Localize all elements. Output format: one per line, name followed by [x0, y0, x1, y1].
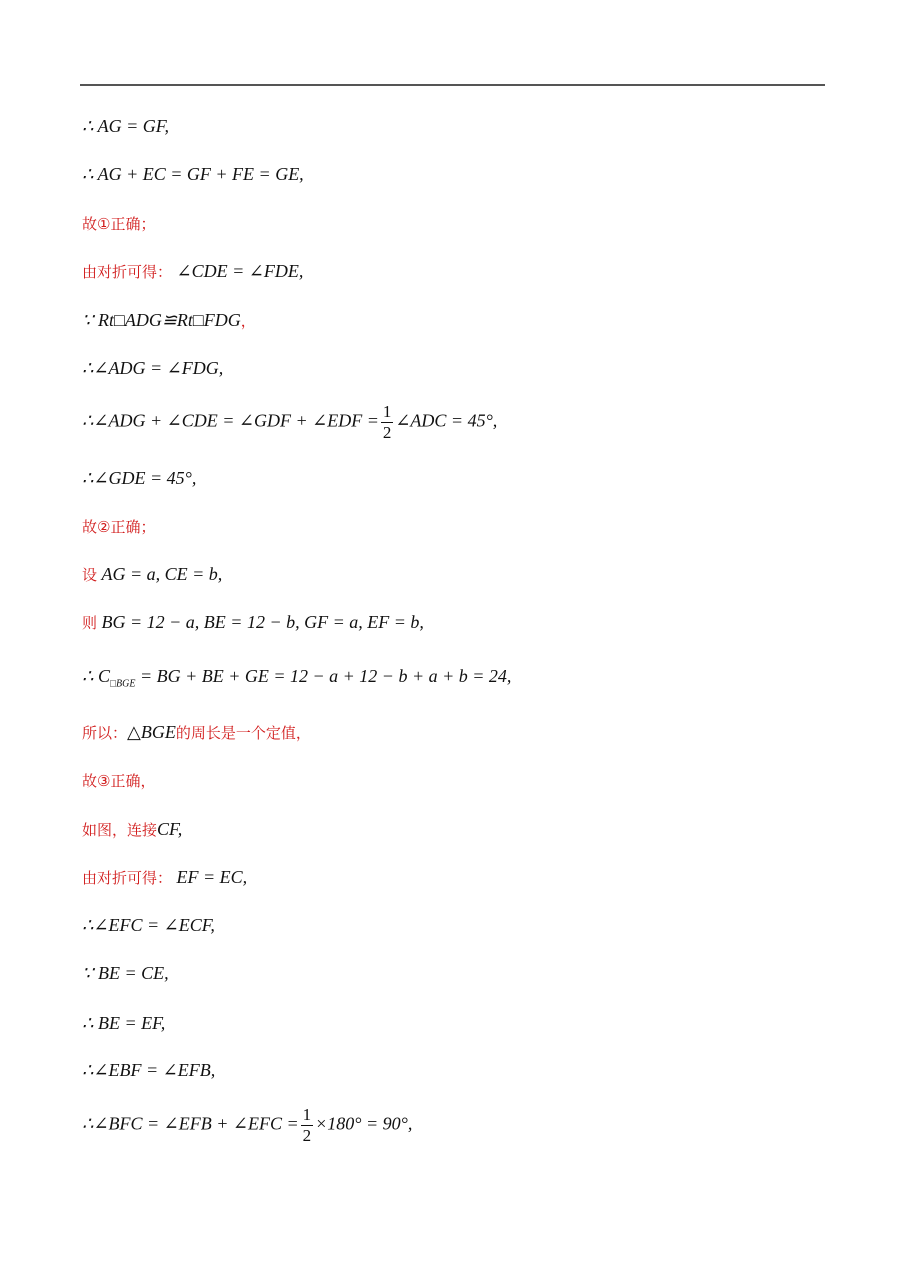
- line-5: ∵ Rt□ADG≌Rt□FDG，: [82, 310, 256, 330]
- line-11: 则 BG = 12 − a, BE = 12 − b, GF = a, EF = b,: [82, 612, 424, 632]
- line-4: 由对折可得： ∠CDE = ∠FDE,: [82, 261, 304, 281]
- line-13: 所以：△BGE的周长是一个定值，: [82, 722, 311, 742]
- line-8: ∴∠GDE = 45°,: [82, 468, 197, 488]
- line-1: ∴ AG = GF,: [82, 116, 169, 136]
- line-18: ∵ BE = CE,: [82, 963, 169, 983]
- line-14: 故③正确，: [82, 772, 156, 790]
- line-16: 由对折可得： EF = EC,: [82, 867, 248, 887]
- line-15: 如图，连接CF,: [82, 819, 183, 839]
- fraction-half-2: $\frac{1}{2}$: [302, 1105, 312, 1145]
- line-3: 故①正确；: [82, 215, 156, 233]
- line-17: ∴∠EFC = ∠ECF,: [82, 915, 215, 935]
- line-7: ∴∠ADG + ∠CDE = ∠GDF + ∠EDF = $\frac{1}{2}$ ∠ADC = 45°,: [82, 402, 498, 442]
- line-6: ∴∠ADG = ∠FDG,: [82, 358, 224, 378]
- fraction-half: $\frac{1}{2}$: [382, 402, 392, 442]
- line-2: ∴ AG + EC = GF + FE = GE,: [82, 164, 304, 184]
- line-12: ∴ $C_{□BGE}$ = BG + BE + GE = 12 − a + 12 − b + a + b = 24,: [82, 666, 512, 690]
- line-9: 故②正确；: [82, 518, 156, 536]
- line-19: ∴ BE = EF,: [82, 1013, 166, 1033]
- line-10: 设 AG = a, CE = b,: [82, 564, 223, 584]
- line-21: ∴∠BFC = ∠EFB + ∠EFC = $\frac{1}{2}$ ×180° = 90°,: [82, 1105, 413, 1145]
- line-20: ∴∠EBF = ∠EFB,: [82, 1060, 216, 1080]
- header-rule: [80, 84, 825, 86]
